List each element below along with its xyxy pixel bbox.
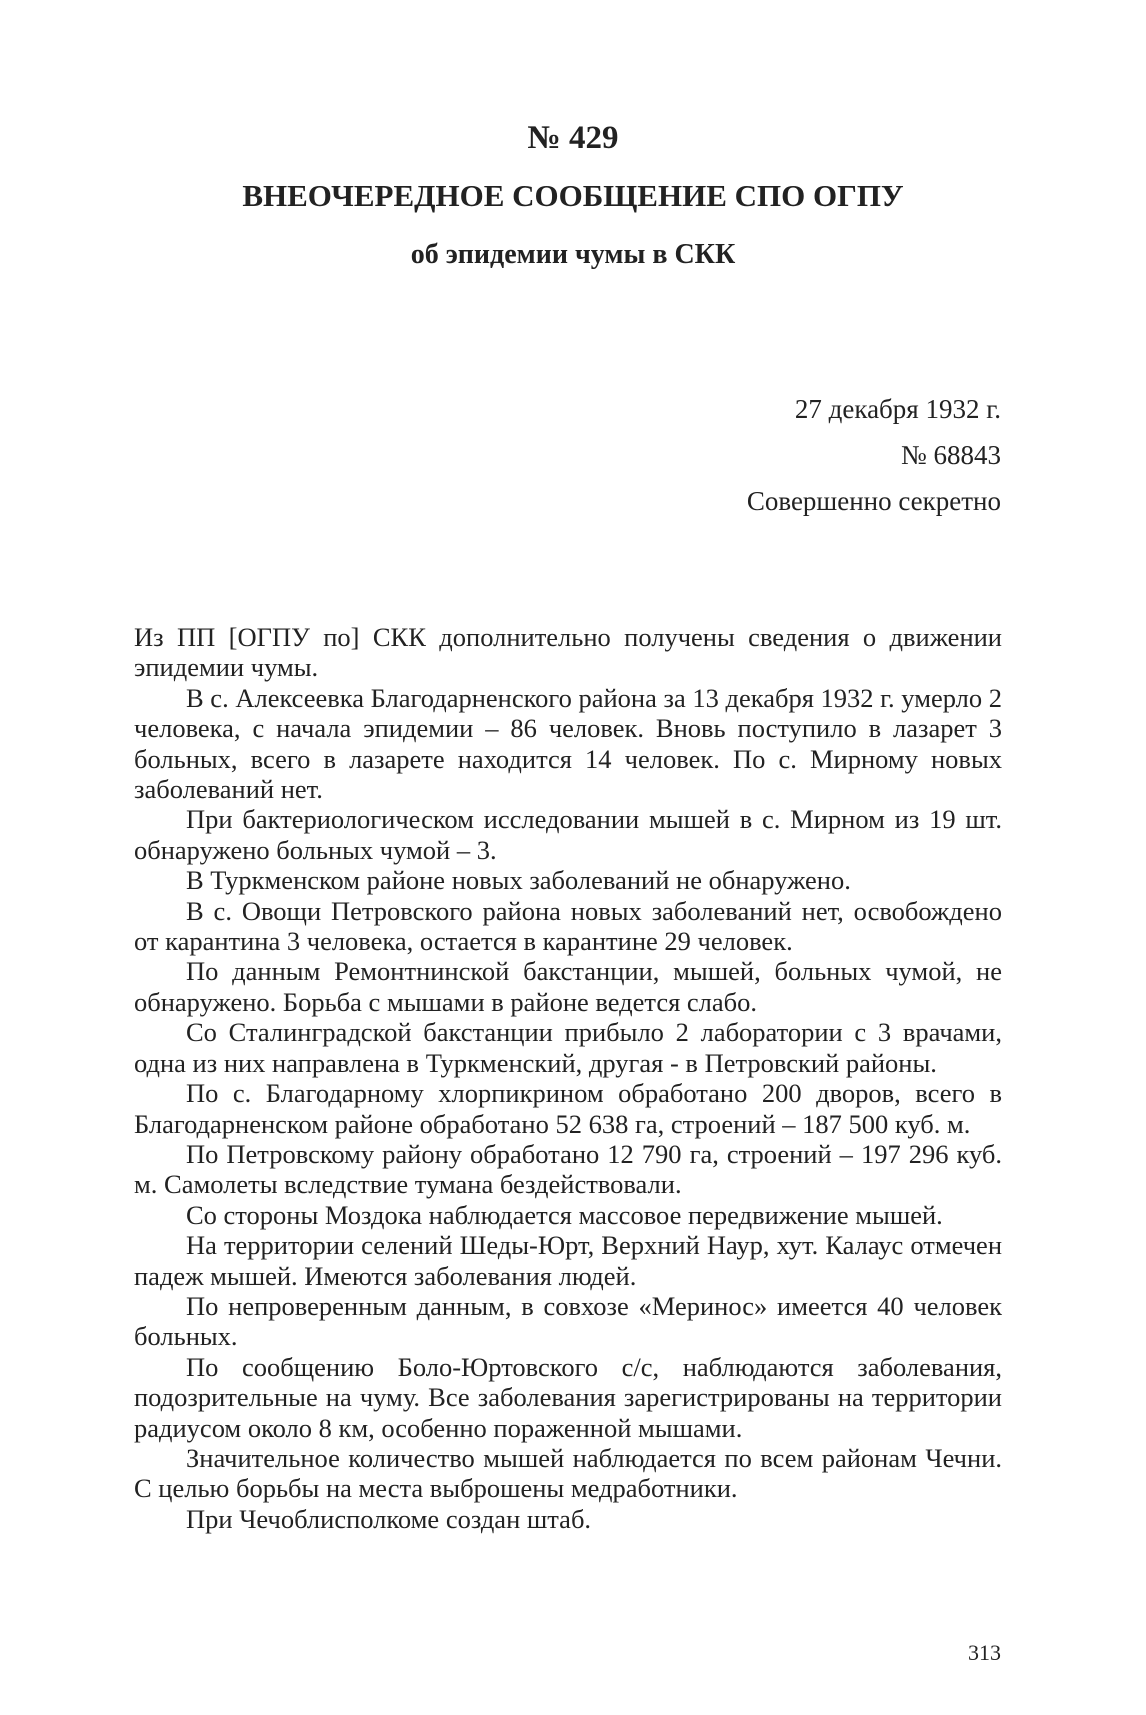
document-number: № 429 (527, 120, 619, 156)
paragraph: По Петровскому району обработано 12 790 га, строений – 197 296 куб. м. Самолеты вследствие тумана бездействовали. (134, 1138, 1002, 1200)
paragraph: Значительное количество мышей наблюдается по всем районам Чечни. С целью борьбы на места выброшены медработники. (134, 1442, 1002, 1504)
page-number: 313 (968, 1640, 1001, 1665)
paragraph: При Чечоблисполкоме создан штаб. (186, 1503, 592, 1534)
classification-label: Совершенно секретно (746, 486, 1001, 516)
registration-number: № 68843 (900, 440, 1001, 470)
paragraph: Из ПП [ОГПУ по] СКК дополнительно получены сведения о движении эпидемии чумы. (134, 622, 1002, 683)
document-body (134, 622, 1002, 1534)
paragraph: По сообщению Боло-Юртовского с/с, наблюдаются заболевания, подозрительные на чуму. Все заболевания зарегистрированы на территории радиусом около 8 км, особенно пораженной мышами. (134, 1351, 1002, 1443)
paragraph: В с. Овощи Петровского района новых заболеваний нет, освобождено от карантина 3 человека, остается в карантине 29 человек. (134, 895, 1002, 957)
paragraph: На территории селений Шеды-Юрт, Верхний Наур, хут. Калаус отмечен падеж мышей. Имеются заболевания людей. (134, 1230, 1002, 1291)
document-date: 27 декабря 1932 г. (794, 394, 1001, 424)
paragraph: По непроверенным данным, в совхозе «Меринос» имеется 40 человек больных. (134, 1290, 1002, 1352)
title-block (0, 118, 1146, 272)
document-meta (747, 386, 1001, 524)
paragraph: По данным Ремонтнинской бакстанции, мышей, больных чумой, не обнаружено. Борьба с мышами в районе ведется слабо. (134, 956, 1002, 1017)
document-subtitle: об эпидемии чумы в СКК (410, 239, 736, 270)
paragraph: Со Сталинградской бакстанции прибыло 2 лаборатории с 3 врачами, одна из них направлена в Туркменский, другая - в Петровский районы. (134, 1017, 1002, 1078)
document-title: ВНЕОЧЕРЕДНОЕ СООБЩЕНИЕ СПО ОГПУ (242, 178, 904, 213)
paragraph: Со стороны Моздока наблюдается массовое передвижение мышей. (186, 1199, 943, 1230)
paragraph: При бактериологическом исследовании мышей в с. Мирном из 19 шт. обнаружено больных чумой – 3. (134, 804, 1002, 865)
paragraph: В Туркменском районе новых заболеваний не обнаружено. (186, 865, 851, 896)
paragraph: По с. Благодарному хлорпикрином обработано 200 дворов, всего в Благодарненском районе обработано 52 638 га, строений – 187 500 куб. м. (134, 1078, 1002, 1139)
paragraph: В с. Алексеевка Благодарненского района за 13 декабря 1932 г. умерло 2 человека, с начала эпидемии – 86 человек. Вновь поступило в лазарет 3 больных, всего в лазарете находится 14 человек. По с. Мирному новых заболеваний нет. (134, 682, 1002, 805)
